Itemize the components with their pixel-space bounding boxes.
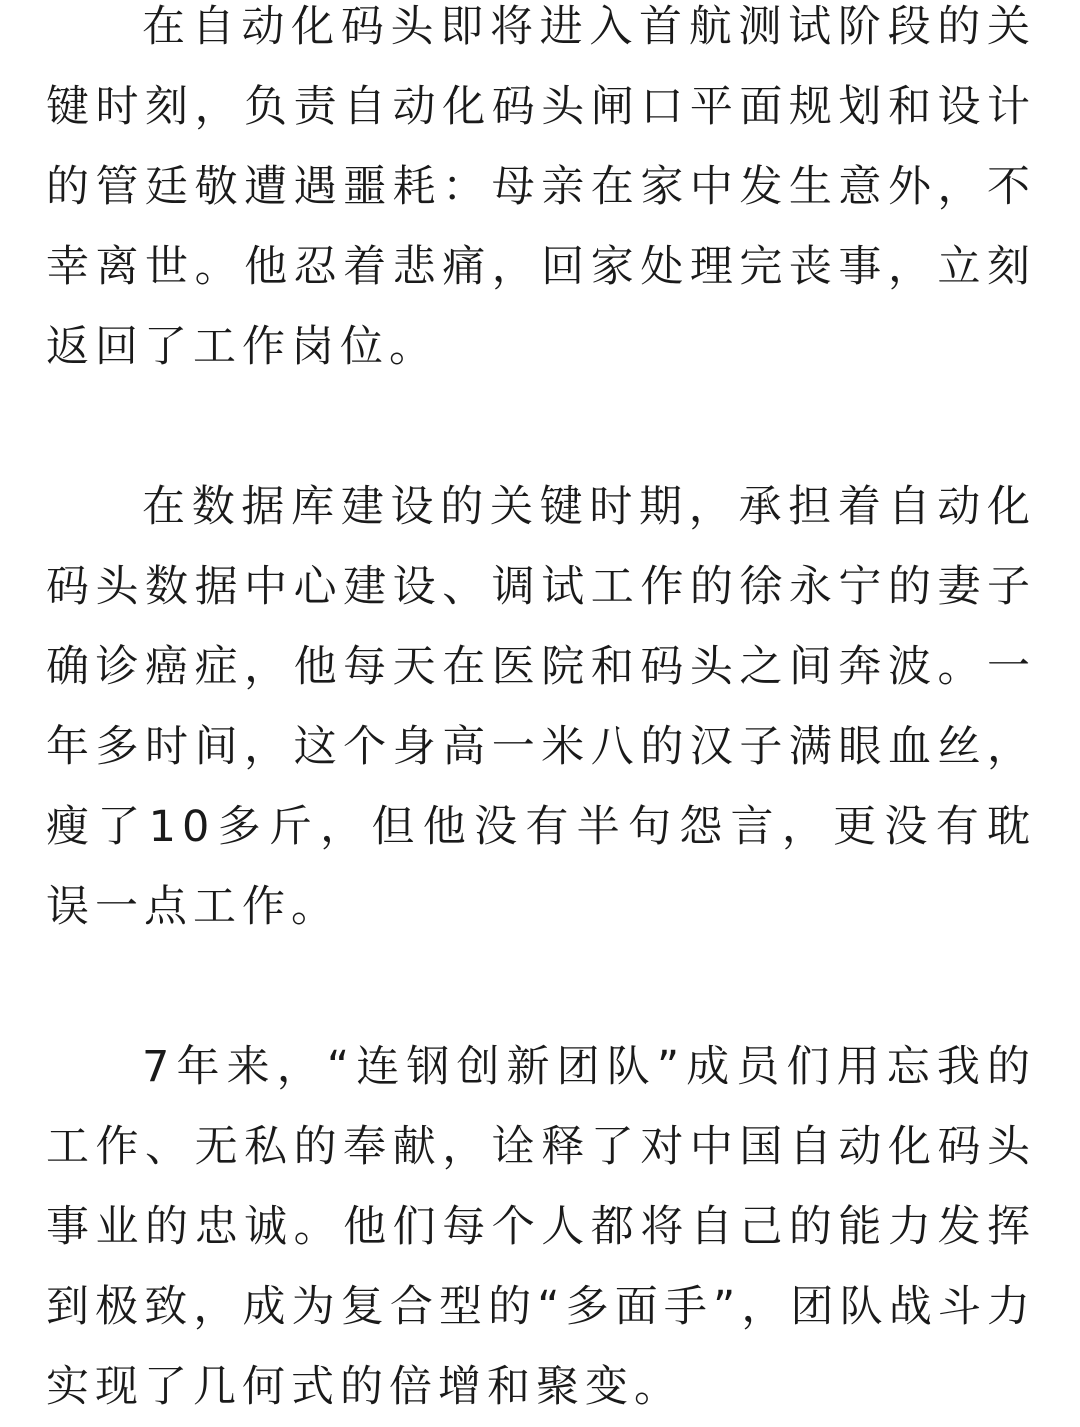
paragraph-2: 在数据库建设的关键时期，承担着自动化码头数据中心建设、调试工作的徐永宁的妻子确诊癌症，他每天在医院和码头之间奔波。一年多时间，这个身高一米八的汉子满眼血丝，瘦了10多斤，但他没有半句怨言，更没有耽误一点工作。 bbox=[46, 482, 1036, 932]
paragraph-1: 在自动化码头即将进入首航测试阶段的关键时刻，负责自动化码头闸口平面规划和设计的管廷敬遭遇噩耗：母亲在家中发生意外，不幸离世。他忍着悲痛，回家处理完丧事，立刻返回了工作岗位。 bbox=[46, 2, 1036, 372]
article-body bbox=[46, 0, 1036, 1427]
paragraph-3: 7年来，“连钢创新团队”成员们用忘我的工作、无私的奉献，诠释了对中国自动化码头事业的忠诚。他们每个人都将自己的能力发挥到极致，成为复合型的“多面手”，团队战斗力实现了几何式的倍增和聚变。 bbox=[46, 1042, 1036, 1412]
